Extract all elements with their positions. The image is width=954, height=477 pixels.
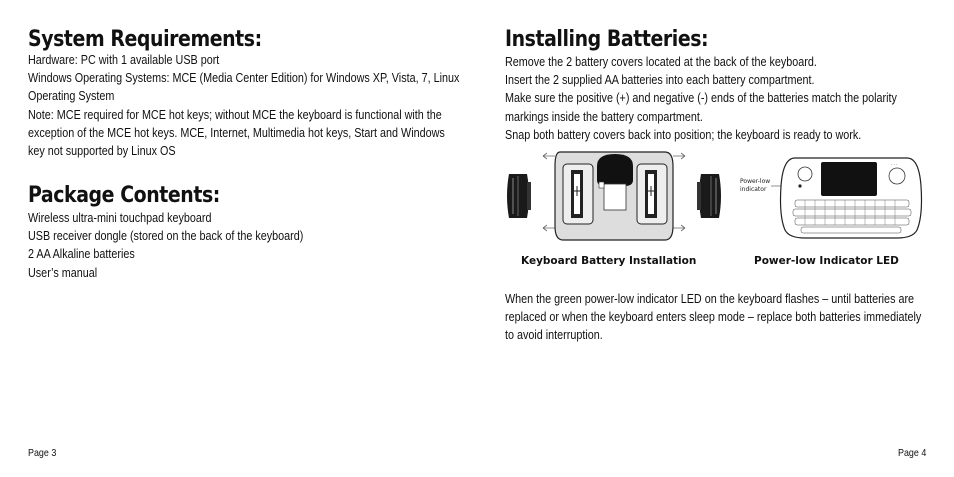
list-item: User’s manual [28, 264, 98, 280]
battery-installation-illustration [507, 152, 721, 240]
right-battery-cover [697, 174, 721, 218]
callout-label-line2: indicator [740, 186, 767, 193]
text-line: Note: MCE required for MCE hot keys; without MCE the keyboard is functional with the [28, 106, 442, 122]
power-low-illustration [740, 158, 922, 238]
touchpad [821, 162, 877, 196]
text-line: Make sure the positive (+) and negative (-) ends of the batteries match the polarity [505, 90, 897, 106]
text-line: Snap both battery covers back into position; the keyboard is ready to work. [505, 126, 862, 142]
text-line: Insert the 2 supplied AA batteries into each battery compartment. [505, 72, 815, 88]
right-page [505, 0, 925, 477]
battery-installation-caption: Keyboard Battery Installation [521, 255, 697, 267]
battery-figures [505, 146, 925, 246]
text-line: to avoid interruption. [505, 327, 603, 343]
list-item: 2 AA Alkaline batteries [28, 246, 135, 262]
text-line: Windows Operating Systems: MCE (Media Center Edition) for Windows XP, Vista, 7, Linux [28, 70, 460, 86]
text-line: exception of the MCE hot keys. MCE, Internet, Multimedia hot keys, Start and Windows [28, 124, 445, 140]
page-number-right: Page 4 [898, 447, 927, 459]
keyboard-back [555, 152, 673, 240]
list-item: USB receiver dongle (stored on the back of the keyboard) [28, 228, 304, 244]
package-contents-heading: Package Contents: [28, 183, 220, 208]
page-number-left: Page 3 [28, 447, 57, 459]
system-requirements-section [28, 27, 568, 160]
left-battery-cover [507, 174, 531, 218]
text-line: replaced or when the keyboard enters sleep mode – replace both batteries immediately [505, 309, 922, 325]
text-line: Remove the 2 battery covers located at the back of the keyboard. [505, 54, 817, 69]
installing-batteries-text [505, 53, 954, 144]
callout-label-line1: Power-low [740, 178, 771, 185]
list-item: Wireless ultra-mini touchpad keyboard [28, 210, 212, 225]
system-requirements-text [28, 51, 568, 160]
installing-batteries-heading: Installing Batteries: [505, 27, 709, 52]
installing-batteries-section [505, 27, 954, 144]
svg-text:· · ·: · · · [891, 162, 898, 167]
power-low-note [505, 290, 954, 345]
text-line: When the green power-low indicator LED on the keyboard flashes – until batteries are [505, 291, 915, 306]
package-contents-list [28, 209, 568, 282]
text-line: key not supported by Linux OS [28, 143, 176, 159]
keyboard-front [781, 158, 922, 238]
power-low-indicator-caption: Power-low Indicator LED [754, 255, 899, 267]
text-line: Hardware: PC with 1 available USB port [28, 52, 220, 67]
led-indicator [798, 184, 801, 187]
text-line: Operating System [28, 88, 115, 104]
text-line: markings inside the battery compartment. [505, 108, 703, 124]
left-page [28, 0, 458, 477]
system-requirements-heading: System Requirements: [28, 27, 262, 52]
package-contents-section [28, 183, 568, 282]
